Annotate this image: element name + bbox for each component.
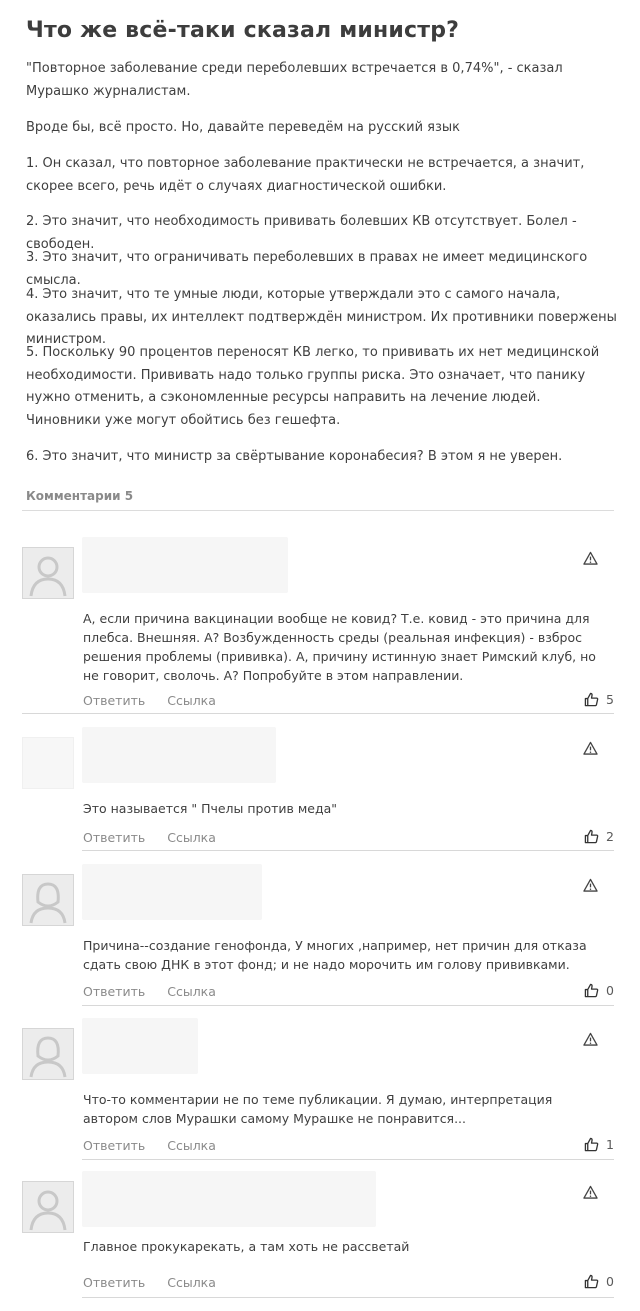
avatar[interactable] — [22, 874, 74, 926]
report-warning-icon[interactable] — [583, 741, 598, 755]
author-name-placeholder — [82, 864, 262, 920]
avatar[interactable] — [22, 737, 74, 789]
article-paragraph: 5. Поскольку 90 процентов переносят КВ легко, то прививать их нет медицинской необходимости. Прививать надо только группы риска. Это означает, что панику нужно отменить, а сэкономленные ресурсы направить на лечение людей. Чиновники уже могут обойтись без гешефта. — [26, 345, 600, 428]
author-name-placeholder — [82, 727, 276, 783]
like-count: 2 — [606, 829, 614, 844]
comment-actions — [83, 1138, 234, 1153]
report-warning-icon[interactable] — [583, 1032, 598, 1046]
author-name-placeholder — [82, 1171, 376, 1227]
report-warning-icon[interactable] — [583, 878, 598, 892]
divider — [22, 510, 614, 511]
comment-text: Причина--создание генофонда, У многих ,например, нет причин для отказа сдать свою ДНК в этот фонд; и не надо морочить им голову прививками. — [83, 938, 587, 972]
reply-button[interactable]: Ответить — [83, 1138, 146, 1153]
article-paragraph: 6. Это значит, что министр за свёртывание коронабесия? В этом я не уверен. — [26, 449, 563, 464]
like-control — [584, 1274, 614, 1289]
divider — [82, 1297, 614, 1298]
article-paragraph: Вроде бы, всё просто. Но, давайте переведём на русский язык — [26, 120, 461, 135]
comment-actions — [83, 1275, 234, 1290]
thumbs-up-icon[interactable] — [584, 983, 599, 998]
link-button[interactable]: Ссылка — [167, 1138, 216, 1153]
link-button[interactable]: Ссылка — [167, 693, 216, 708]
comment-actions — [83, 984, 234, 999]
like-control — [584, 829, 614, 844]
comment-actions — [83, 693, 234, 708]
article-paragraph: 2. Это значит, что необходимость прививать болевших КВ отсутствует. Болел - свободен. — [26, 214, 577, 252]
like-control — [584, 692, 614, 707]
author-name-placeholder — [82, 1018, 198, 1074]
reply-button[interactable]: Ответить — [83, 693, 146, 708]
avatar[interactable] — [22, 1028, 74, 1080]
article-paragraph: 3. Это значит, что ограничивать переболевших в правах не имеет медицинского смысла. — [26, 250, 588, 288]
link-button[interactable]: Ссылка — [167, 1275, 216, 1290]
divider — [82, 850, 614, 851]
reply-button[interactable]: Ответить — [83, 984, 146, 999]
like-count: 0 — [606, 1274, 614, 1289]
user-silhouette-icon — [23, 548, 73, 598]
like-control — [584, 983, 614, 998]
user-silhouette-icon — [23, 1029, 73, 1079]
author-name-placeholder — [82, 537, 288, 593]
article-paragraph: 1. Он сказал, что повторное заболевание практически не встречается, а значит, скорее всего, речь идёт о случаях диагностической ошибки. — [26, 156, 585, 194]
like-control — [584, 1137, 614, 1152]
comment-actions — [83, 830, 234, 845]
like-count: 0 — [606, 983, 614, 998]
divider — [22, 713, 614, 714]
comments-count-header: Комментарии 5 — [26, 489, 134, 503]
reply-button[interactable]: Ответить — [83, 830, 146, 845]
comment-text: Главное прокукарекать, а там хоть не рассветай — [83, 1239, 410, 1254]
user-silhouette-icon — [23, 1182, 73, 1232]
article-title: Что же всё-таки сказал министр? — [26, 18, 460, 43]
divider — [82, 1159, 614, 1160]
avatar[interactable] — [22, 547, 74, 599]
thumbs-up-icon[interactable] — [584, 829, 599, 844]
reply-button[interactable]: Ответить — [83, 1275, 146, 1290]
comment-text: Что-то комментарии не по теме публикации. Я думаю, интерпретация автором слов Мурашки самому Мурашке не понравится... — [83, 1092, 553, 1126]
comment-text: Это называется " Пчелы против меда" — [83, 801, 338, 816]
user-silhouette-icon — [23, 875, 73, 925]
report-warning-icon[interactable] — [583, 551, 598, 565]
thumbs-up-icon[interactable] — [584, 692, 599, 707]
article-paragraph: 4. Это значит, что те умные люди, которые утверждали это с самого начала, оказались правы, их интеллект подтверждён министром. Их противники повержены министром. — [26, 287, 617, 347]
comment-text: А, если причина вакцинации вообще не ковид? Т.е. ковид - это причина для плебса. Внешняя. А? Возбужденность среды (реальная инфекция) - взброс решения проблемы (прививка). А, причину истинную знает Римский клуб, но не говорит, сволочь. А? Попробуйте в этом направлении. — [83, 611, 596, 683]
link-button[interactable]: Ссылка — [167, 984, 216, 999]
like-count: 1 — [606, 1137, 614, 1152]
thumbs-up-icon[interactable] — [584, 1137, 599, 1152]
thumbs-up-icon[interactable] — [584, 1274, 599, 1289]
like-count: 5 — [606, 692, 614, 707]
avatar[interactable] — [22, 1181, 74, 1233]
link-button[interactable]: Ссылка — [167, 830, 216, 845]
article-paragraph: "Повторное заболевание среди переболевших встречается в 0,74%", - сказал Мурашко журналистам. — [26, 61, 563, 99]
divider — [82, 1005, 614, 1006]
report-warning-icon[interactable] — [583, 1185, 598, 1199]
